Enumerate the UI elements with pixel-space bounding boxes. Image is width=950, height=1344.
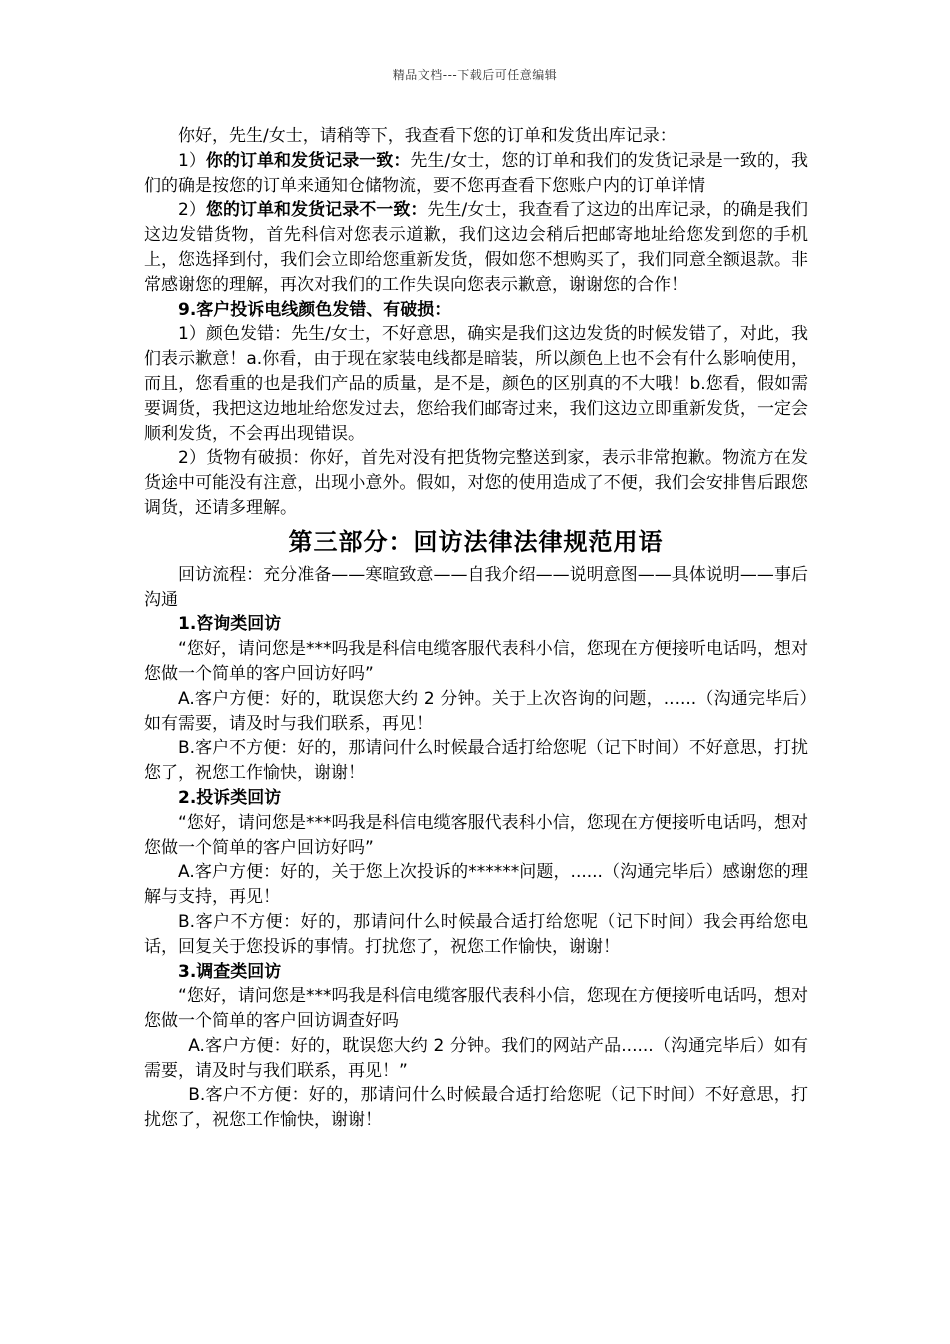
consistent-record-paragraph [144,149,808,199]
item-text: 先生/女士，您的订单和我们的发货记录是一致的，我们的确是按您的订单来通知仓储物流，要不您再查看下您账户内的订单详情 [144,150,808,196]
complaint-option-a: A.客户方便：好的，关于您上次投诉的******问题，......（沟通完毕后）感谢您的理解与支持，再见！ [144,862,808,908]
item-label: 2） [178,200,206,221]
document-body [144,124,808,1133]
inconsistent-record-paragraph [144,198,808,297]
survey-heading: 3.调查类回访 [178,961,282,982]
damaged-goods-paragraph: 2）货物有破损：你好，首先对没有把货物完整送到家，表示非常抱歉。物流方在发货途中可能没有注意，出现小意外。假如，对您的使用造成了不便，我们会安排售后跟您调货，还请多理解。 [144,448,808,518]
complaint-heading: 9.客户投诉电线颜色发错、有破损： [178,299,452,320]
follow-up-flow-paragraph: 回访流程：充分准备——寒暄致意——自我介绍——说明意图——具体说明——事后沟通 [144,564,808,610]
complaint-followup-heading: 2.投诉类回访 [178,787,282,808]
survey-option-a: A.客户方便：好的，耽误您大约 2 分钟。我们的网站产品......（沟通完毕后）如有需要，请及时与我们联系，再见！” [144,1035,808,1081]
survey-option-b: B.客户不方便：好的，那请问什么时候最合适打给您呢（记下时间）不好意思，打扰您了，祝您工作愉快，谢谢！ [144,1085,808,1131]
item-label: 1） [178,150,206,171]
consult-heading: 1.咨询类回访 [178,614,282,635]
section-title: 第三部分：回访法律法律规范用语 [288,527,664,556]
page-header: 精品文档---下载后可任意编辑 [392,68,558,82]
complaint-option-b: B.客户不方便：好的，那请问什么时候最合适打给您呢（记下时间）我会再给您电话，回复关于您投诉的事情。打扰您了，祝您工作愉快，谢谢！ [144,911,808,957]
intro-paragraph: 你好，先生/女士，请稍等下，我查看下您的订单和发货出库记录： [178,126,677,146]
consult-option-b: B.客户不方便：好的，那请问什么时候最合适打给您呢（记下时间）不好意思，打扰您了，祝您工作愉快，谢谢！ [144,738,808,784]
consult-option-a: A.客户方便：好的，耽误您大约 2 分钟。关于上次咨询的问题，......（沟通完毕后）如有需要，请及时与我们联系，再见！ [144,688,808,734]
consult-greeting: “您好，请问您是***吗我是科信电缆客服代表科小信，您现在方便接听电话吗，想对您做一个简单的客户回访好吗” [144,639,808,684]
wrong-color-paragraph: 1）颜色发错：先生/女士，不好意思，确实是我们这边发货的时候发错了，对此，我们表示歉意！a.你看，由于现在家装电线都是暗装，所以颜色上也不会有什么影响使用，而且，您看重的也是我们产品的质量，是不是，颜色的区别真的不大哦！b.您看，假如需要调货，我把这边地址给您发过去，您给我们邮寄过来，我们这边立即重新发货，一定会顺利发货，不会再出现错误。 [144,324,808,444]
item-bold-heading: 您的订单和发货记录不一致： [205,200,428,221]
survey-greeting: “您好，请问您是***吗我是科信电缆客服代表科小信，您现在方便接听电话吗，想对您做一个简单的客户回访调查好吗 [144,986,808,1032]
complaint-greeting: “您好，请问您是***吗我是科信电缆客服代表科小信，您现在方便接听电话吗，想对您做一个简单的客户回访好吗” [144,812,808,858]
item-bold-heading: 你的订单和发货记录一致： [205,150,411,171]
item-text: 先生/女士，我查看了这边的出库记录，的确是我们这边发错货物，首先科信对您表示道歉，我们这边会稍后把邮寄地址给您发到您的手机上，您选择到付，我们会立即给您重新发货，假如您不想购买了，我们同意全额退款。非常感谢您的理解，再次对我们的工作失误向您表示歉意，谢谢您的合作！ [144,200,809,295]
